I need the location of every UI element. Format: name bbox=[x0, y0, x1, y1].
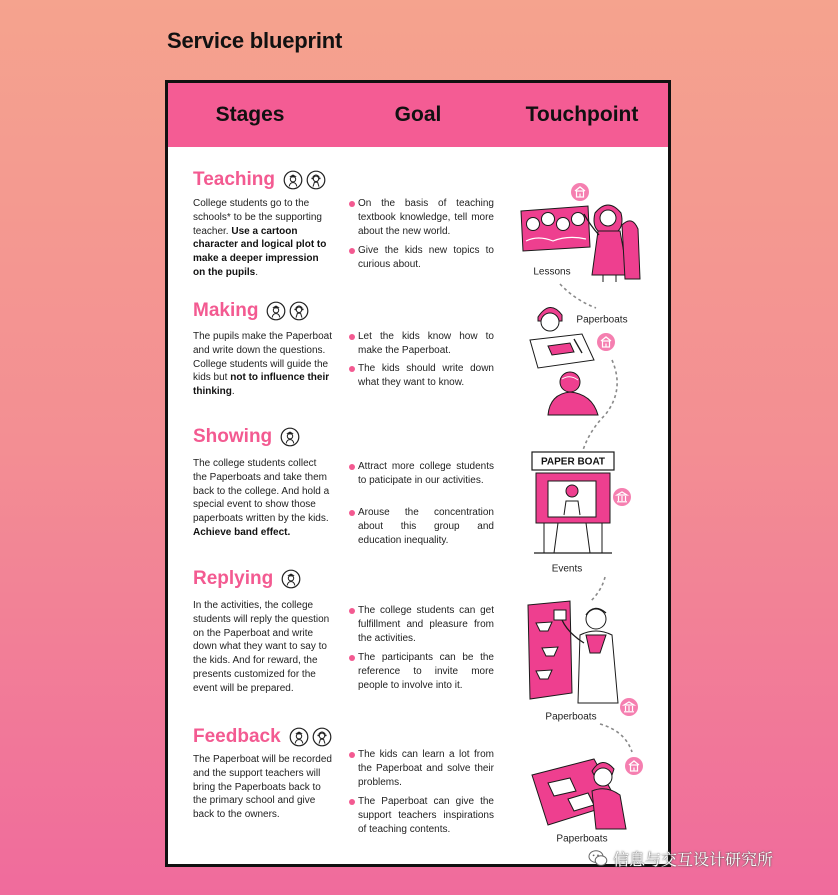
building-icon bbox=[613, 488, 631, 506]
goal-text: The college students can get fulfillment and pleasure from the activities. bbox=[358, 605, 494, 644]
description-end: . bbox=[255, 266, 258, 278]
student-icon bbox=[266, 301, 286, 321]
goal-text: The Paperboat can give the support teachers inspirations of teaching contents. bbox=[358, 796, 494, 835]
goal-item bbox=[349, 197, 495, 238]
stage-heading bbox=[193, 168, 326, 192]
stage-heading bbox=[193, 299, 309, 323]
stage-role-icons bbox=[277, 427, 300, 447]
child-icon bbox=[289, 301, 309, 321]
child-icon bbox=[312, 727, 332, 747]
header-stages: Stages bbox=[215, 103, 285, 126]
goal-item bbox=[349, 330, 495, 358]
description-text: College students go to the schools* to be the supporting teacher. bbox=[193, 198, 322, 237]
goal-text: Give the kids new topics to curious about. bbox=[358, 245, 494, 270]
school-icon bbox=[571, 183, 589, 201]
description-text: The college students collect the Paperboats and take them back to the college. And hold a special event to show those paperboats written by the kids. bbox=[193, 458, 330, 525]
goal-text: The kids should write down what they want to know. bbox=[358, 363, 494, 388]
building-icon bbox=[620, 698, 638, 716]
goal-text: Attract more college students to paticipate in our activities. bbox=[358, 461, 494, 486]
stage-title: Making bbox=[193, 300, 259, 321]
connector-lessons-making bbox=[560, 284, 596, 308]
blueprint-card bbox=[165, 80, 671, 867]
goal-item bbox=[349, 244, 495, 272]
bullet-dot bbox=[349, 366, 355, 372]
student-icon bbox=[281, 569, 301, 589]
student-icon bbox=[289, 727, 309, 747]
stage-title: Teaching bbox=[193, 169, 275, 190]
touchpoint-label: Paperboats bbox=[576, 314, 628, 326]
bullet-dot bbox=[349, 608, 355, 614]
school-icon bbox=[597, 333, 615, 351]
touchpoint-journey bbox=[508, 153, 668, 853]
replying-illustration bbox=[528, 601, 618, 703]
goal-item bbox=[349, 795, 495, 836]
connector-replying-feedback bbox=[600, 724, 632, 752]
bullet-dot bbox=[349, 655, 355, 661]
description-text: The Paperboat will be recorded and the support teachers will bring the Paperboats back to the primary school and give back to the owners. bbox=[193, 754, 332, 821]
goal-item bbox=[349, 604, 495, 645]
goal-text: Arouse the concentration about this group and education inequality. bbox=[358, 507, 494, 546]
header-touchpoint: Touchpoint bbox=[525, 103, 639, 126]
description-emphasis: not to influence their thinking bbox=[193, 372, 330, 398]
goal-item bbox=[349, 651, 495, 692]
touchpoint-label: Events bbox=[551, 563, 583, 575]
student-icon bbox=[283, 170, 303, 190]
goal-item bbox=[349, 748, 495, 789]
stage-description bbox=[193, 197, 333, 280]
child-icon bbox=[306, 170, 326, 190]
description-end: . bbox=[231, 386, 235, 398]
touchpoint-label: Lessons bbox=[533, 266, 571, 278]
touchpoint-label: Paperboats bbox=[545, 711, 597, 723]
goal-text: The participants can be the reference to invite more people to involve into it. bbox=[358, 652, 494, 691]
stage-role-icons bbox=[280, 170, 326, 190]
wechat-icon bbox=[588, 849, 608, 867]
bullet-dot bbox=[349, 248, 355, 254]
stage-heading bbox=[193, 567, 301, 591]
touchpoint-label: Paperboats bbox=[556, 833, 608, 845]
bullet-dot bbox=[349, 799, 355, 805]
description-text: The pupils make the Paperboat and write down the questions. College students will guide the kids but bbox=[193, 331, 332, 384]
bullet-dot bbox=[349, 464, 355, 470]
bullet-dot bbox=[349, 334, 355, 340]
bullet-dot bbox=[349, 510, 355, 516]
stage-heading bbox=[193, 725, 332, 749]
goal-item bbox=[349, 506, 495, 547]
bullet-dot bbox=[349, 201, 355, 207]
watermark-text: 信息与交互设计研究所 bbox=[613, 849, 774, 869]
stage-description bbox=[193, 330, 333, 399]
stage-title: Feedback bbox=[193, 726, 281, 747]
description-text: In the activities, the college students will reply the question on the Paperboat and write down what they want to say to the kids. And for reward, the presents customized for the event will be prepared. bbox=[193, 600, 330, 694]
school-icon bbox=[625, 757, 643, 775]
table-header bbox=[168, 83, 668, 147]
watermark bbox=[588, 847, 773, 869]
stage-role-icons bbox=[263, 301, 309, 321]
goal-text: Let the kids know how to make the Paperboat. bbox=[358, 331, 494, 356]
goal-text: On the basis of teaching textbook knowledge, tell more about the new world. bbox=[358, 198, 494, 237]
description-emphasis: Achieve band effect. bbox=[193, 526, 291, 538]
feedback-illustration bbox=[532, 759, 626, 829]
goal-item bbox=[349, 460, 495, 488]
goal-item bbox=[349, 362, 495, 390]
stage-description bbox=[193, 457, 333, 540]
connector-events-replying bbox=[590, 577, 605, 602]
stage-title: Showing bbox=[193, 426, 273, 447]
goal-text: The kids can learn a lot from the Paperboat and solve their problems. bbox=[358, 749, 494, 788]
student-icon bbox=[280, 427, 300, 447]
event-sign-text: PAPER BOAT bbox=[540, 456, 606, 468]
stage-heading bbox=[193, 425, 300, 449]
stage-description bbox=[193, 753, 333, 822]
description-emphasis: Use a cartoon character and logical plot to make a deeper impression on the pupils bbox=[193, 225, 327, 278]
page-title: Service blueprint bbox=[167, 28, 343, 53]
header-goal: Goal bbox=[394, 103, 442, 126]
stage-role-icons bbox=[278, 569, 301, 589]
stage-role-icons bbox=[286, 727, 332, 747]
bullet-dot bbox=[349, 752, 355, 758]
stage-description bbox=[193, 599, 333, 696]
stage-title: Replying bbox=[193, 568, 274, 589]
